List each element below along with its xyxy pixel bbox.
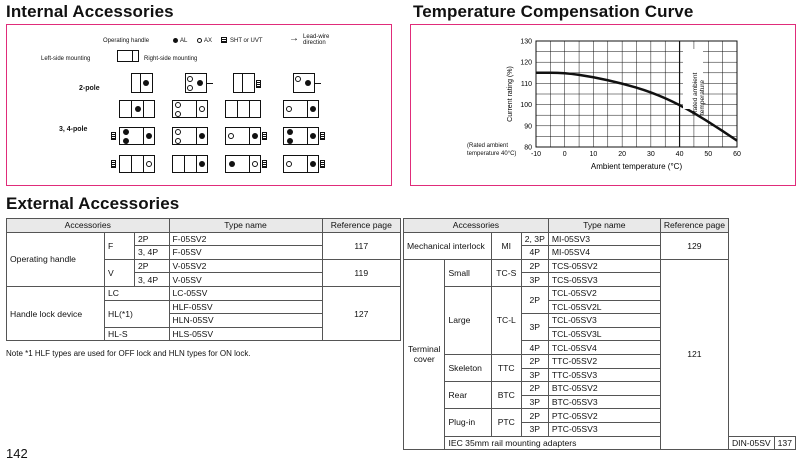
f-cell: F (105, 232, 135, 259)
table-note: Note *1 HLF types are used for OFF lock and HLN types for ON lock. (6, 349, 251, 358)
type-cell: BTC-05SV3 (548, 395, 660, 409)
diagram-34p-11 (225, 155, 261, 173)
type-cell: F-05SV2 (169, 232, 322, 246)
pole-cell: 3P (521, 422, 548, 436)
diagram-2p-4 (293, 73, 315, 93)
type-cell: TCL-05SV3 (548, 314, 660, 328)
v-cell: V (105, 259, 135, 286)
x-tick-label: 60 (733, 151, 741, 158)
pole-cell: 3P (521, 395, 548, 409)
diagram-34p-12 (283, 155, 319, 173)
pole-cell: 2P (521, 286, 548, 313)
y-tick-label: 120 (520, 59, 532, 67)
internal-title: Internal Accessories (6, 2, 174, 21)
y-tick-label: 90 (524, 123, 532, 131)
type-cell: HLN-05SV (169, 314, 322, 328)
pole-cell: 3, 4P (135, 273, 170, 287)
ref-cell: 121 (660, 259, 728, 449)
type-cell: PTC-05SV2 (548, 409, 660, 423)
type-cell: LC-05SV (169, 286, 322, 300)
tcl-cell: TC-L (491, 286, 521, 354)
legend-operating-handle: Operating handle (103, 38, 150, 44)
ref-cell: 129 (660, 232, 728, 259)
hl-cell: HL(*1) (105, 300, 170, 327)
row-label-34pole: 3, 4-pole (59, 126, 88, 133)
diagram-34p-5 (119, 127, 155, 145)
legend-sht: SHT or UVT (230, 38, 263, 44)
y-tick-label: 80 (524, 144, 532, 152)
type-cell: TCL-05SV3L (548, 327, 660, 341)
col-type-name: Type name (548, 219, 660, 233)
col-accessories: Accessories (404, 219, 549, 233)
type-cell: DIN-05SV (728, 436, 774, 450)
type-cell: TCL-05SV2L (548, 300, 660, 314)
ref-cell: 119 (322, 259, 400, 286)
sht-icon (320, 132, 325, 140)
legend-lead: Lead-wire direction (303, 34, 330, 46)
legend-al-dot-icon (173, 38, 178, 43)
y-axis-label: Current rating (%) (507, 66, 514, 122)
type-cell: TTC-05SV2 (548, 354, 660, 368)
type-cell: F-05SV (169, 246, 322, 260)
diagram-34p-2 (172, 100, 208, 118)
type-cell: HLS-05SV (169, 327, 322, 341)
sht-icon (262, 160, 267, 168)
diagram-34p-3 (225, 100, 261, 118)
x-tick-label: -10 (530, 151, 542, 158)
skeleton-cell: Skeleton (445, 354, 491, 381)
x-tick-label: 0 (562, 151, 567, 158)
legend-breaker-symbol (117, 50, 139, 62)
x-tick-label: 40 (675, 151, 684, 158)
iec-cell: IEC 35mm rail mounting adapters (445, 436, 660, 450)
lead-line (207, 83, 213, 84)
col-accessories: Accessories (7, 219, 170, 233)
legend-arrow-icon: → (289, 33, 299, 44)
x-axis-label: Ambient temperature (°C) (590, 162, 683, 171)
ref-cell: 137 (774, 436, 795, 450)
type-cell: TTC-05SV3 (548, 368, 660, 382)
y-tick-label: 130 (520, 38, 532, 46)
type-cell: BTC-05SV2 (548, 382, 660, 396)
temp-title: Temperature Compensation Curve (413, 2, 694, 21)
col-reference-page: Reference page (660, 219, 728, 233)
pole-cell: 3P (521, 273, 548, 287)
lead-line (315, 83, 321, 84)
diagram-34p-1 (119, 100, 155, 118)
pole-cell: 3, 4P (135, 246, 170, 260)
rated-note: (Rated ambient temperature 40°C) (467, 143, 517, 157)
type-cell: V-05SV (169, 273, 322, 287)
tcs-cell: TC-S (491, 259, 521, 286)
type-cell: V-05SV2 (169, 259, 322, 273)
type-cell: TCL-05SV4 (548, 341, 660, 355)
diagram-34p-6 (172, 127, 208, 145)
mi-cell: MI (491, 232, 521, 259)
x-tick-label: 50 (704, 151, 713, 158)
page-number: 142 (6, 446, 28, 461)
x-tick-label: 20 (618, 151, 627, 158)
col-reference-page: Reference page (322, 219, 400, 233)
legend-ax-circle-icon (197, 38, 202, 43)
pole-cell: 2P (521, 382, 548, 396)
diagram-34p-4 (283, 100, 319, 118)
col-type-name: Type name (169, 219, 322, 233)
sht-icon (111, 132, 116, 140)
type-cell: TCS-05SV3 (548, 273, 660, 287)
type-cell: PTC-05SV3 (548, 422, 660, 436)
temp-panel (410, 24, 796, 186)
y-tick-label: 110 (520, 80, 532, 88)
ttc-cell: TTC (491, 354, 521, 381)
pole-cell: 2P (521, 354, 548, 368)
pole-cell: 2, 3P (521, 232, 548, 246)
rear-cell: Rear (445, 382, 491, 409)
ref-cell: 127 (322, 286, 400, 340)
pole-cell: 3P (521, 314, 548, 341)
large-cell: Large (445, 286, 491, 354)
type-cell: HLF-05SV (169, 300, 322, 314)
pole-cell: 2P (521, 259, 548, 273)
type-cell: MI-05SV3 (548, 232, 660, 246)
internal-panel (6, 24, 392, 186)
x-tick-label: 30 (646, 151, 655, 158)
type-cell: TCL-05SV2 (548, 286, 660, 300)
temp-chart (411, 25, 794, 184)
lc-cell: LC (105, 286, 170, 300)
y-tick-label: 100 (520, 102, 532, 110)
right-accessories-table (403, 218, 796, 450)
mech-interlock-cell: Mechanical interlock (404, 232, 492, 259)
pole-cell: 4P (521, 246, 548, 260)
ptc-cell: PTC (491, 409, 521, 436)
pole-cell: 2P (135, 232, 170, 246)
diagram-34p-7 (225, 127, 261, 145)
sht-icon (262, 132, 267, 140)
pole-cell: 2P (135, 259, 170, 273)
terminal-cover-cell: Terminal cover (404, 259, 445, 449)
pole-cell: 2P (521, 409, 548, 423)
plugin-cell: Plug-in (445, 409, 491, 436)
sht-icon (111, 160, 116, 168)
type-cell: TCS-05SV2 (548, 259, 660, 273)
external-title: External Accessories (6, 194, 180, 213)
diagram-2p-2 (185, 73, 207, 93)
small-cell: Small (445, 259, 491, 286)
sht-icon (320, 160, 325, 168)
left-accessories-table (6, 218, 401, 341)
hl-device-cell: Handle lock device (7, 286, 105, 340)
btc-cell: BTC (491, 382, 521, 409)
x-tick-label: 10 (589, 151, 598, 158)
legend-left-mount: Left-side mounting (41, 56, 91, 62)
vline-label: Rated ambient temperature (692, 72, 706, 115)
hls-cell: HL-S (105, 327, 170, 341)
diagram-34p-9 (119, 155, 155, 173)
ref-cell: 117 (322, 232, 400, 259)
diagram-2p-1 (131, 73, 153, 93)
legend-ax: AX (204, 38, 213, 44)
pole-cell: 4P (521, 341, 548, 355)
row-label-2pole: 2-pole (79, 85, 100, 92)
legend-al: AL (180, 38, 188, 44)
sht-icon (256, 80, 261, 88)
legend-sht-square-icon (221, 37, 227, 43)
diagram-2p-3 (233, 73, 255, 93)
legend-right-mount: Right-side mounting (144, 56, 198, 62)
diagram-34p-8 (283, 127, 319, 145)
type-cell: MI-05SV4 (548, 246, 660, 260)
op-handle-cell: Operating handle (7, 232, 105, 286)
pole-cell: 3P (521, 368, 548, 382)
diagram-34p-10 (172, 155, 208, 173)
